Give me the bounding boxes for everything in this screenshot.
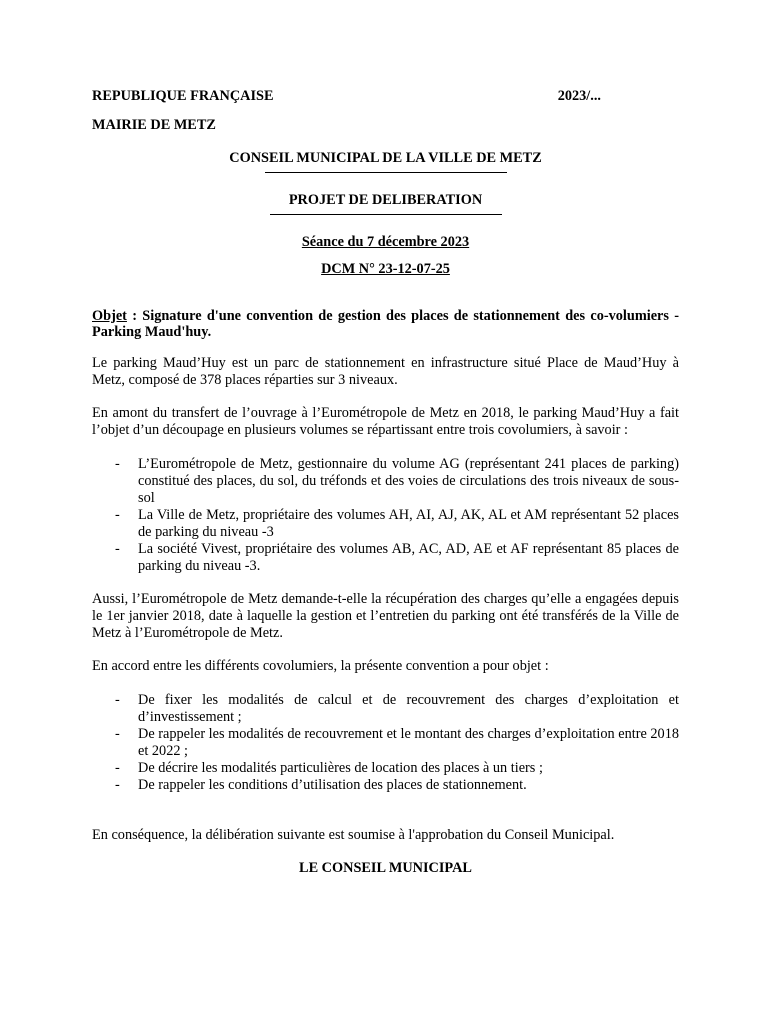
paragraph-5: En conséquence, la délibération suivante est soumise à l'approbation du Conseil Municipal.: [92, 827, 615, 843]
council-title: CONSEIL MUNICIPAL DE LA VILLE DE METZ: [229, 150, 542, 166]
covolumiers-list: [92, 456, 679, 575]
header-top-row: [92, 88, 679, 105]
document-page: [92, 88, 679, 877]
council-underline: [265, 172, 507, 173]
convention-objects-list: [92, 692, 679, 794]
list-item: - De rappeler les conditions d’utilisation des places de stationnement.: [138, 777, 679, 794]
objet-line: [92, 308, 679, 340]
paragraph-3: Aussi, l’Eurométropole de Metz demande-t-elle la récupération des charges qu’elle a engagées depuis le 1er janvier 2018, date à laquelle la gestion et l’entretien du parking ont été transférés de la Ville de Metz à l’Eurométropole de Metz.: [92, 591, 679, 641]
paragraph-4: En accord entre les différents covolumiers, la présente convention a pour objet :: [92, 658, 549, 674]
list-item: - De rappeler les modalités de recouvrement et le montant des charges d’exploitation entre 2018 et 2022 ;: [138, 726, 679, 760]
seance-date: Séance du 7 décembre 2023: [301, 234, 470, 250]
list-item: - La société Vivest, propriétaire des volumes AB, AC, AD, AE et AF représentant 85 places de parking du niveau -3.: [138, 541, 679, 575]
paragraph-2: En amont du transfert de l’ouvrage à l’Eurométropole de Metz en 2018, le parking Maud’Huy a fait l’objet d’un découpage en plusieurs volumes se répartissant entre trois covolumiers, à savoir :: [92, 405, 679, 438]
list-item: - La Ville de Metz, propriétaire des volumes AH, AI, AJ, AK, AL et AM représentant 52 places de parking du niveau -3: [138, 507, 679, 541]
objet-label: Objet: [92, 308, 127, 324]
conseil-heading: LE CONSEIL MUNICIPAL: [299, 860, 472, 876]
dcm-number: DCM N° 23-12-07-25: [321, 261, 450, 277]
republic-label: REPUBLIQUE FRANÇAISE: [92, 88, 274, 104]
objet-text: : Signature d'une convention de gestion des places de stationnement des co-volumiers - Parking Maud'huy.: [92, 308, 679, 340]
deliberation-number: 2023/...: [557, 88, 601, 104]
projet-underline: [270, 214, 502, 215]
mairie-label: MAIRIE DE METZ: [92, 117, 216, 133]
paragraph-1: Le parking Maud’Huy est un parc de stationnement en infrastructure situé Place de Maud’Huy à Metz, composé de 378 places réparties sur 3 niveaux.: [92, 355, 679, 388]
list-item: - De décrire les modalités particulières de location des places à un tiers ;: [138, 760, 679, 777]
list-item: - De fixer les modalités de calcul et de recouvrement des charges d’exploitation et d’investissement ;: [138, 692, 679, 726]
projet-title: PROJET DE DELIBERATION: [288, 192, 483, 208]
list-item: - L’Eurométropole de Metz, gestionnaire du volume AG (représentant 241 places de parking) constitué des places, du sol, du tréfonds et des voies de circulations des trois niveaux de sous-sol: [138, 456, 679, 507]
